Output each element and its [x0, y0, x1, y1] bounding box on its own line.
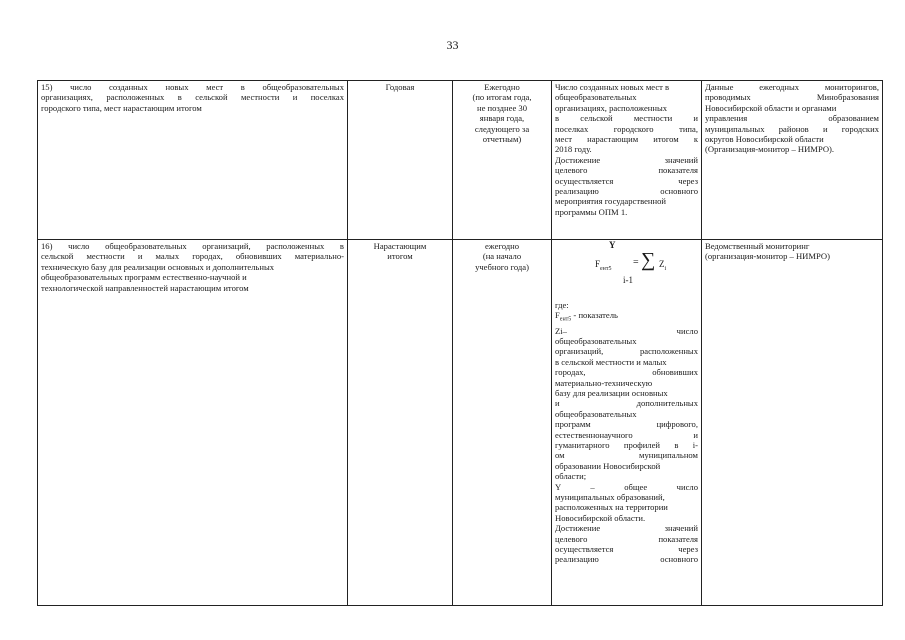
periodicity-line: Ежегодно — [484, 82, 520, 92]
indicator-line: технологической направленностей нарастающим итогом — [41, 282, 249, 293]
method-line: целевого показателя — [555, 165, 698, 176]
method-line: программ цифрового, — [555, 419, 698, 430]
periodicity-line: ежегодно — [484, 241, 520, 251]
method-line: поселках городского типа, — [555, 123, 698, 134]
formula-term — [659, 259, 666, 274]
formula-lhs-symbol: F — [595, 259, 601, 269]
formula — [555, 242, 698, 294]
method-line: Число созданных новых мест в — [555, 82, 670, 92]
method-line: 2018 году. — [555, 144, 592, 155]
indicator-line: организациях, расположенных в сельской местности и поселках — [41, 92, 344, 103]
source-line: (организация-монитор – НИМРО) — [705, 251, 830, 262]
indicator-line: сельской местности и малых городах, обновивших материально- — [41, 251, 344, 262]
source-line: Новосибирской области и органами — [705, 102, 837, 113]
method-line: организациях, расположенных — [555, 102, 668, 113]
source-line: управления образованием — [705, 113, 879, 124]
indicators-table — [37, 80, 883, 606]
method-line: Достижение значений — [555, 523, 698, 534]
method-line: общеобразовательных — [555, 92, 637, 103]
method-line: гуманитарного профилей в i- — [555, 440, 698, 450]
page-number: 33 — [446, 38, 459, 52]
type-line: итогом — [387, 251, 413, 262]
method-line: организаций, расположенных — [555, 346, 698, 357]
type-cell — [348, 81, 453, 240]
indicator-line: 15) число созданных новых мест в общеобразовательных — [41, 82, 344, 92]
periodicity-line: (по итогам года, — [472, 92, 532, 103]
indicator-line: городского типа, мест нарастающим итогом — [41, 102, 202, 113]
indicator-cell — [38, 240, 348, 606]
sum-symbol: ∑ — [641, 249, 656, 271]
table-row — [38, 240, 883, 606]
periodicity-cell — [453, 81, 552, 240]
method-line: осуществляется через — [555, 544, 698, 555]
method-line: и дополнительных — [555, 398, 698, 409]
method-line: мероприятия государственной — [555, 196, 666, 207]
method-line: реализацию основного — [555, 554, 698, 565]
indicator-line: 16) число общеобразовательных организаций, расположенных в — [41, 241, 344, 251]
definition-text: - показатель — [571, 310, 618, 321]
formula-lhs-subscript: ент5 — [600, 265, 612, 272]
source-line: Данные ежегодных мониторингов, — [705, 82, 879, 92]
formula-term-symbol: Z — [659, 259, 665, 269]
formula-term-subscript: i — [664, 265, 667, 272]
method-line: Y – общее число — [555, 481, 698, 492]
type-line: Нарастающим — [373, 241, 427, 251]
method-line: муниципальных образований, — [555, 492, 665, 503]
periodicity-line: учебного года) — [475, 261, 529, 272]
method-line: мест нарастающим итогом к — [555, 134, 698, 145]
source-cell — [702, 240, 883, 606]
formula-lhs — [595, 259, 612, 274]
method-line: расположенных на территории — [555, 502, 668, 513]
method-line: целевого показателя — [555, 533, 698, 544]
method-line: городах, обновивших — [555, 367, 698, 378]
periodicity-cell — [453, 240, 552, 606]
periodicity-line: (на начало — [482, 251, 522, 262]
source-line: округов Новосибирской области — [705, 134, 824, 145]
method-line: материально-техническую — [555, 377, 653, 388]
periodicity-line: не позднее 30 — [476, 102, 528, 113]
method-line: Достижение значений — [555, 154, 698, 165]
indicator-line: техническую базу для реализации основных и дополнительных — [41, 261, 275, 272]
method-line: в сельской местности и — [555, 113, 698, 124]
periodicity-line: января года, — [479, 113, 525, 124]
method-line: общеобразовательных — [555, 335, 637, 346]
indicator-line: общеобразовательных программ естественно-научной и — [41, 272, 247, 283]
method-line: образовании Новосибирской — [555, 460, 661, 471]
formula-lower-limit: i-1 — [623, 275, 633, 285]
method-cell — [552, 81, 702, 240]
source-line: проводимых Минобразования — [705, 92, 879, 103]
table-row — [38, 81, 883, 240]
formula-upper-limit: Y — [609, 240, 616, 250]
formula-equals: = — [633, 257, 639, 268]
method-line: Новосибирской области. — [555, 512, 646, 523]
type-text: Годовая — [385, 82, 415, 92]
type-cell — [348, 240, 453, 606]
method-line: Zi– число — [555, 325, 698, 336]
definition-symbol: F — [555, 310, 560, 321]
method-line: базу для реализации основных — [555, 387, 668, 398]
method-cell — [552, 240, 702, 606]
method-line: ом муниципальном — [555, 450, 698, 461]
method-line: где: — [555, 300, 569, 310]
periodicity-line: отчетным) — [482, 134, 522, 145]
method-line: осуществляется через — [555, 175, 698, 186]
periodicity-line: следующего за — [474, 123, 530, 134]
source-cell — [702, 81, 883, 240]
method-line: программы ОПМ 1. — [555, 206, 628, 217]
method-line: в сельской местности и малых — [555, 356, 667, 367]
method-line: области; — [555, 471, 587, 482]
source-line: (Организация-монитор – НИМРО). — [705, 144, 835, 155]
method-line: естественнонаучного и — [555, 429, 698, 440]
method-definition — [555, 310, 698, 325]
source-line: Ведомственный мониторинг — [705, 241, 810, 251]
definition-subscript: ент5 — [559, 317, 572, 324]
source-line: муниципальных районов и городских — [705, 123, 879, 134]
indicator-cell — [38, 81, 348, 240]
method-line: общеобразовательных — [555, 408, 637, 419]
method-line: реализацию основного — [555, 186, 698, 197]
